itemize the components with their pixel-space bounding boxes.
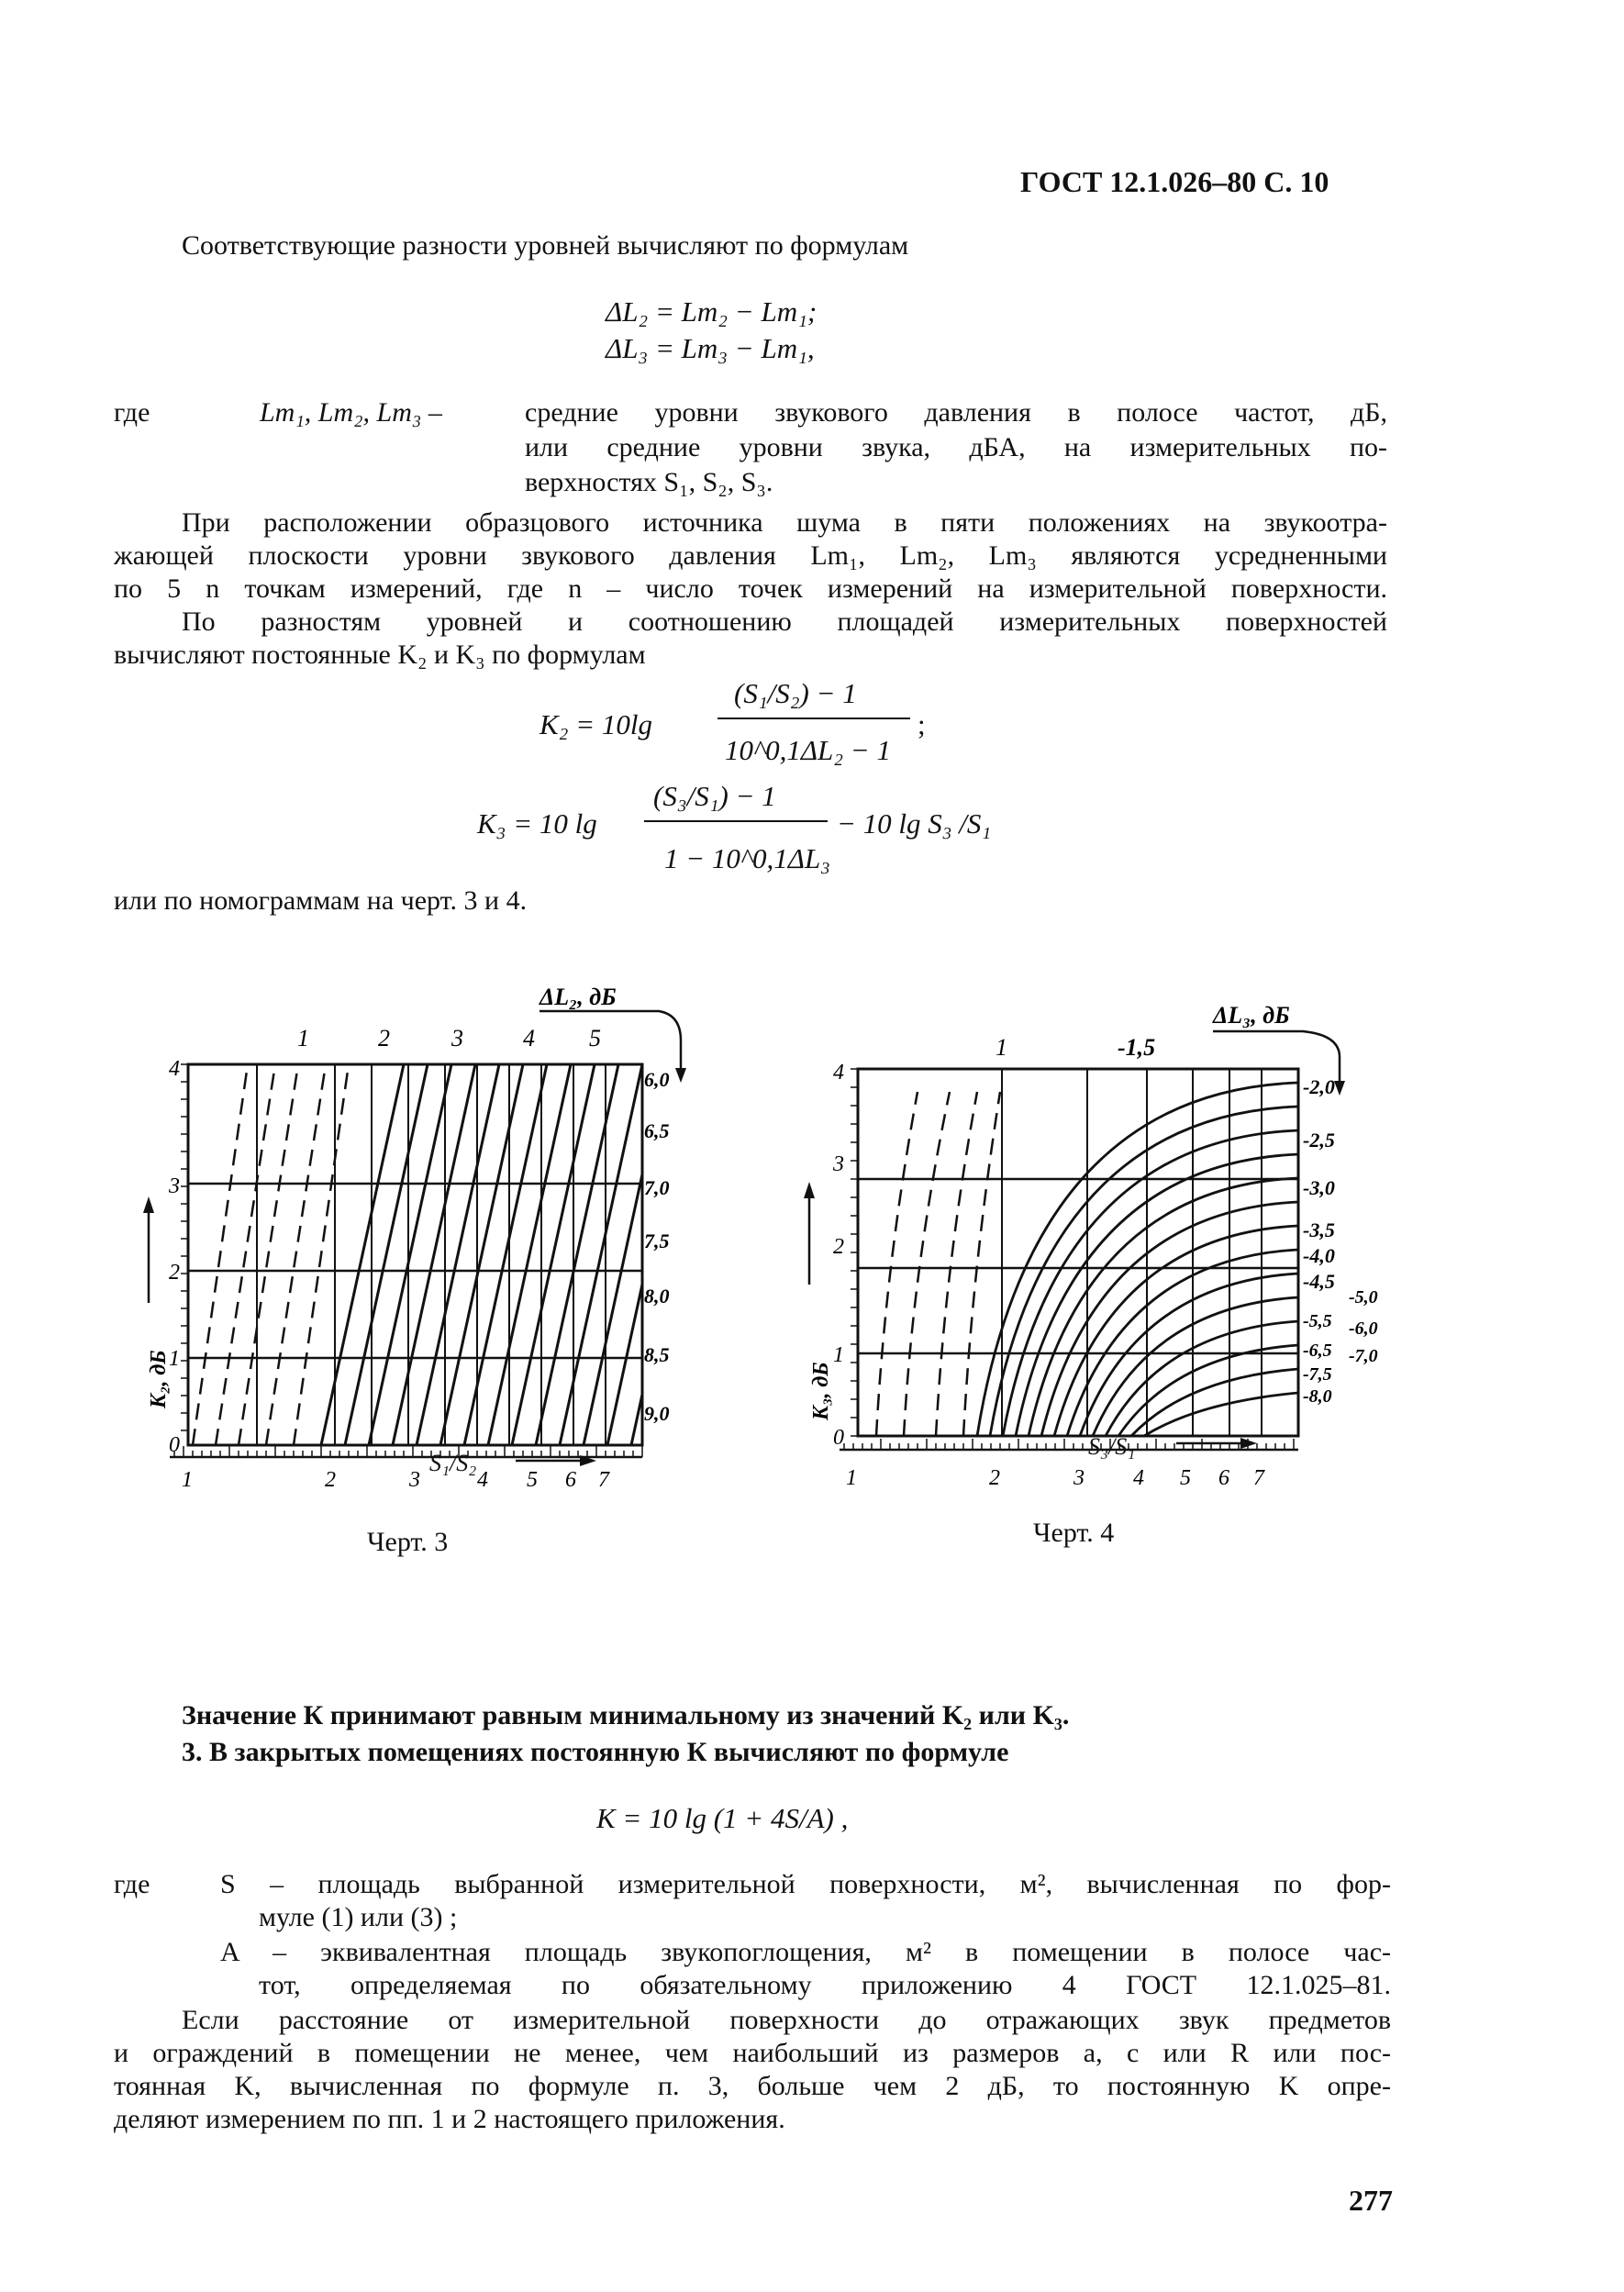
- chart3-right-1: 6,5: [644, 1119, 670, 1142]
- chart3-x-6: 6: [565, 1468, 576, 1486]
- chart4-right-5: -4,5: [1303, 1270, 1335, 1293]
- where2-s-line-2: муле (1) или (3) ;: [259, 1902, 458, 1932]
- where2-a-line-2: тот, определяемая по обязательному приложению 4 ГОСТ 12.1.025–81.: [259, 1970, 1391, 2000]
- para2-line-1: По разностям уровней и соотношению площадей измерительных поверхностей: [182, 606, 1387, 637]
- chart4-y-4: 4: [833, 1061, 844, 1085]
- chart3-top-4: 4: [523, 1025, 535, 1051]
- equation-k: K = 10 lg (1 + 4S/A) ,: [596, 1802, 849, 1834]
- k2-fraction-bar: [717, 718, 910, 719]
- final-para-line-3: тоянная K, вычисленная по формуле п. 3, больше чем 2 дБ, то постоянную K опре-: [114, 2071, 1391, 2101]
- chart3-right-6: 9,0: [644, 1402, 670, 1425]
- item-3-text: 3. В закрытых помещениях постоянную К вычисляют по формуле: [182, 1737, 1009, 1767]
- chart3-arrow-head: [675, 1068, 686, 1083]
- chart4-xlabel: S₃/S₁: [1088, 1433, 1136, 1460]
- chart4-x-2: 2: [989, 1466, 1000, 1486]
- chart4-x-4: 4: [1133, 1466, 1144, 1486]
- chart3-yaxis-arrow-head: [143, 1196, 154, 1213]
- chart4-outer-2: -7,0: [1349, 1346, 1378, 1366]
- chart4-solid-curve: [990, 1107, 1298, 1436]
- chart3-solid-line: [417, 1064, 499, 1445]
- nomogram-reference: или по номограммам на черт. 3 и 4.: [114, 885, 528, 916]
- chart4-right-4: -4,0: [1303, 1244, 1335, 1267]
- chart3-right-5: 8,5: [644, 1343, 670, 1366]
- chart3-dashed-line: [239, 1064, 298, 1445]
- chart4-outer-0: -5,0: [1349, 1287, 1378, 1307]
- chart3-xlabel: S₁/S₂: [429, 1450, 477, 1476]
- chart3-nomogram: [138, 973, 725, 1486]
- chart4-y-1: 1: [833, 1343, 844, 1367]
- chart4-x-1: 1: [846, 1466, 857, 1486]
- where-symbols: Lm₁, Lm₂, Lm₃ –: [260, 397, 442, 428]
- chart3-dashed-line: [294, 1064, 349, 1445]
- chart3-solid-line: [345, 1064, 428, 1445]
- chart4-solid-curve: [1080, 1274, 1298, 1436]
- chart3-x-3: 3: [409, 1468, 420, 1486]
- chart3-top-2: 2: [378, 1025, 390, 1051]
- where2-label: где: [114, 1869, 150, 1899]
- chart3-y-1: 1: [169, 1347, 180, 1371]
- final-para-line-2: и ограждений в помещении не менее, чем наибольший из размеров a, c или R или пос-: [114, 2038, 1391, 2068]
- chart3-y-3: 3: [169, 1174, 180, 1198]
- chart3-dashed-line: [216, 1064, 275, 1445]
- chart4-top-2: -1,5: [1118, 1034, 1156, 1061]
- chart3-y-0: 0: [169, 1433, 180, 1457]
- k3-fraction-bar: [644, 820, 828, 822]
- para1-line-1: При расположении образцового источника шума в пяти положениях на звукоотра-: [182, 507, 1387, 538]
- chart3-solid-line: [393, 1064, 475, 1445]
- chart4-ylabel: K₃, дБ: [809, 1362, 833, 1420]
- chart3-ticks: [170, 1064, 642, 1457]
- page-number: 277: [1349, 2184, 1393, 2217]
- chart3-ylabel: K₂, дБ: [147, 1350, 171, 1408]
- chart4-y-3: 3: [833, 1152, 844, 1176]
- chart3-top-3: 3: [451, 1025, 463, 1051]
- chart4-dashed-curve: [936, 1092, 977, 1436]
- chart4-right-7: -6,5: [1303, 1341, 1332, 1361]
- chart3-x-4: 4: [477, 1468, 488, 1486]
- chart3-right-0: 6,0: [644, 1068, 670, 1091]
- chart3-x-2: 2: [325, 1468, 336, 1486]
- chart3-dashed-line: [266, 1064, 326, 1445]
- chart4-right-8: -7,5: [1303, 1364, 1332, 1385]
- chart4-nomogram: [789, 991, 1413, 1486]
- final-para-line-1: Если расстояние от измерительной поверхности до отражающих звук предметов: [182, 2005, 1391, 2035]
- chart4-x-7: 7: [1253, 1466, 1264, 1486]
- chart4-right-3: -3,5: [1303, 1218, 1335, 1241]
- standard-header: ГОСТ 12.1.026–80 С. 10: [1020, 165, 1329, 198]
- chart3-dashed-line: [193, 1064, 248, 1445]
- chart4-solid-curve: [1144, 1393, 1298, 1436]
- chart4-solid-curve: [1093, 1297, 1298, 1436]
- chart4-x-6: 6: [1218, 1466, 1229, 1486]
- where2-s-line-1: S – площадь выбранной измерительной поверхности, м², вычисленная по фор-: [220, 1869, 1391, 1899]
- equation-delta-l2: ΔL₂ = Lm₂ − Lm₁;: [606, 295, 818, 328]
- chart3-x-1: 1: [182, 1468, 193, 1486]
- chart3-xaxis-arrow: [516, 1454, 598, 1467]
- chart4-yaxis-arrow-head: [804, 1182, 815, 1198]
- final-para-line-4: деляют измерением по пп. 1 и 2 настоящего приложения.: [114, 2104, 785, 2134]
- k3-numerator: (S₃/S₁) − 1: [653, 780, 776, 812]
- chart3-x-7: 7: [598, 1468, 609, 1486]
- chart3-top-1: 1: [297, 1025, 309, 1051]
- para1-line-2: жающей плоскости уровни звукового давления Lm₁, Lm₂, Lm₃ являются усредненными: [114, 540, 1387, 571]
- chart4-caption: Черт. 4: [1033, 1518, 1115, 1548]
- chart4-solid-curve: [1106, 1321, 1298, 1436]
- chart3-solid-line: [440, 1064, 523, 1445]
- para1-line-3: по 5 n точкам измерений, где n – число точек измерений на измерительной поверхности.: [114, 573, 1387, 604]
- chart4-delta-label: ΔL₃, дБ: [1213, 1002, 1290, 1029]
- k3-denominator: 1 − 10^0,1ΔL₃: [664, 842, 830, 874]
- k2-tail: ;: [918, 708, 926, 740]
- chart4-arrow-head: [1334, 1081, 1345, 1096]
- chart3-y-2: 2: [169, 1261, 180, 1285]
- chart4-dashed-curve: [904, 1092, 950, 1436]
- where-line-2: или средние уровни звука, дБА, на измерительных по-: [525, 432, 1387, 462]
- chart4-y-0: 0: [833, 1426, 844, 1450]
- where2-a-line-1: A – эквивалентная площадь звукопоглощения, м² в помещении в полосе час-: [220, 1937, 1391, 1967]
- chart3-solid-line: [512, 1064, 595, 1445]
- chart4-right-9: -8,0: [1303, 1386, 1332, 1407]
- k3-tail: − 10 lg S₃ /S₁: [837, 807, 992, 840]
- chart3-top-5: 5: [589, 1025, 601, 1051]
- chart4-top-1: 1: [996, 1034, 1007, 1061]
- chart3-caption: Черт. 3: [367, 1527, 449, 1557]
- chart4-right-6: -5,5: [1303, 1311, 1332, 1331]
- k2-numerator: (S₁/S₂) − 1: [734, 677, 857, 709]
- chart3-solid-line: [488, 1064, 571, 1445]
- chart3-right-2: 7,0: [644, 1176, 670, 1199]
- where-line-3: верхностях S₁, S₂, S₃.: [525, 467, 773, 497]
- chart3-solid-line: [369, 1064, 451, 1445]
- chart4-right-2: -3,0: [1303, 1176, 1335, 1199]
- chart4-x-3: 3: [1073, 1466, 1085, 1486]
- k2-denominator: 10^0,1ΔL₂ − 1: [725, 734, 891, 766]
- k-value-text: Значение К принимают равным минимальному из значений K₂ или K₃.: [182, 1700, 1070, 1730]
- chart3-solid-line: [321, 1064, 404, 1445]
- chart3-x-5: 5: [527, 1468, 538, 1486]
- k3-lhs: K₃ = 10 lg: [477, 807, 597, 840]
- chart3-delta-label: ΔL₂, дБ: [539, 984, 617, 1010]
- para2-line-2: вычисляют постоянные K₂ и K₃ по формулам: [114, 640, 646, 670]
- intro-text: Соответствующие разности уровней вычисляют по формулам: [182, 230, 909, 261]
- chart3-solid-line: [679, 1064, 725, 1445]
- equation-delta-l3: ΔL₃ = Lm₃ − Lm₁,: [606, 332, 815, 364]
- chart4-solid-curve: [1131, 1369, 1298, 1436]
- chart3-right-4: 8,0: [644, 1285, 670, 1307]
- chart4-right-0: -2,0: [1303, 1075, 1335, 1098]
- k2-lhs: K₂ = 10lg: [539, 708, 652, 740]
- chart3-solid-line: [560, 1064, 642, 1445]
- chart3-right-3: 7,5: [644, 1229, 670, 1252]
- chart3-y-4: 4: [169, 1057, 180, 1081]
- where-label: где: [114, 397, 150, 428]
- chart4-right-1: -2,5: [1303, 1129, 1335, 1152]
- chart4-y-2: 2: [833, 1235, 844, 1259]
- chart4-solid-curve: [1003, 1130, 1298, 1436]
- chart4-xaxis-arrow: [1176, 1437, 1259, 1450]
- chart4-outer-1: -6,0: [1349, 1318, 1378, 1339]
- where-line-1: средние уровни звукового давления в полосе частот, дБ,: [525, 397, 1387, 428]
- chart4-x-5: 5: [1180, 1466, 1191, 1486]
- chart4-dashed-curve: [876, 1092, 918, 1436]
